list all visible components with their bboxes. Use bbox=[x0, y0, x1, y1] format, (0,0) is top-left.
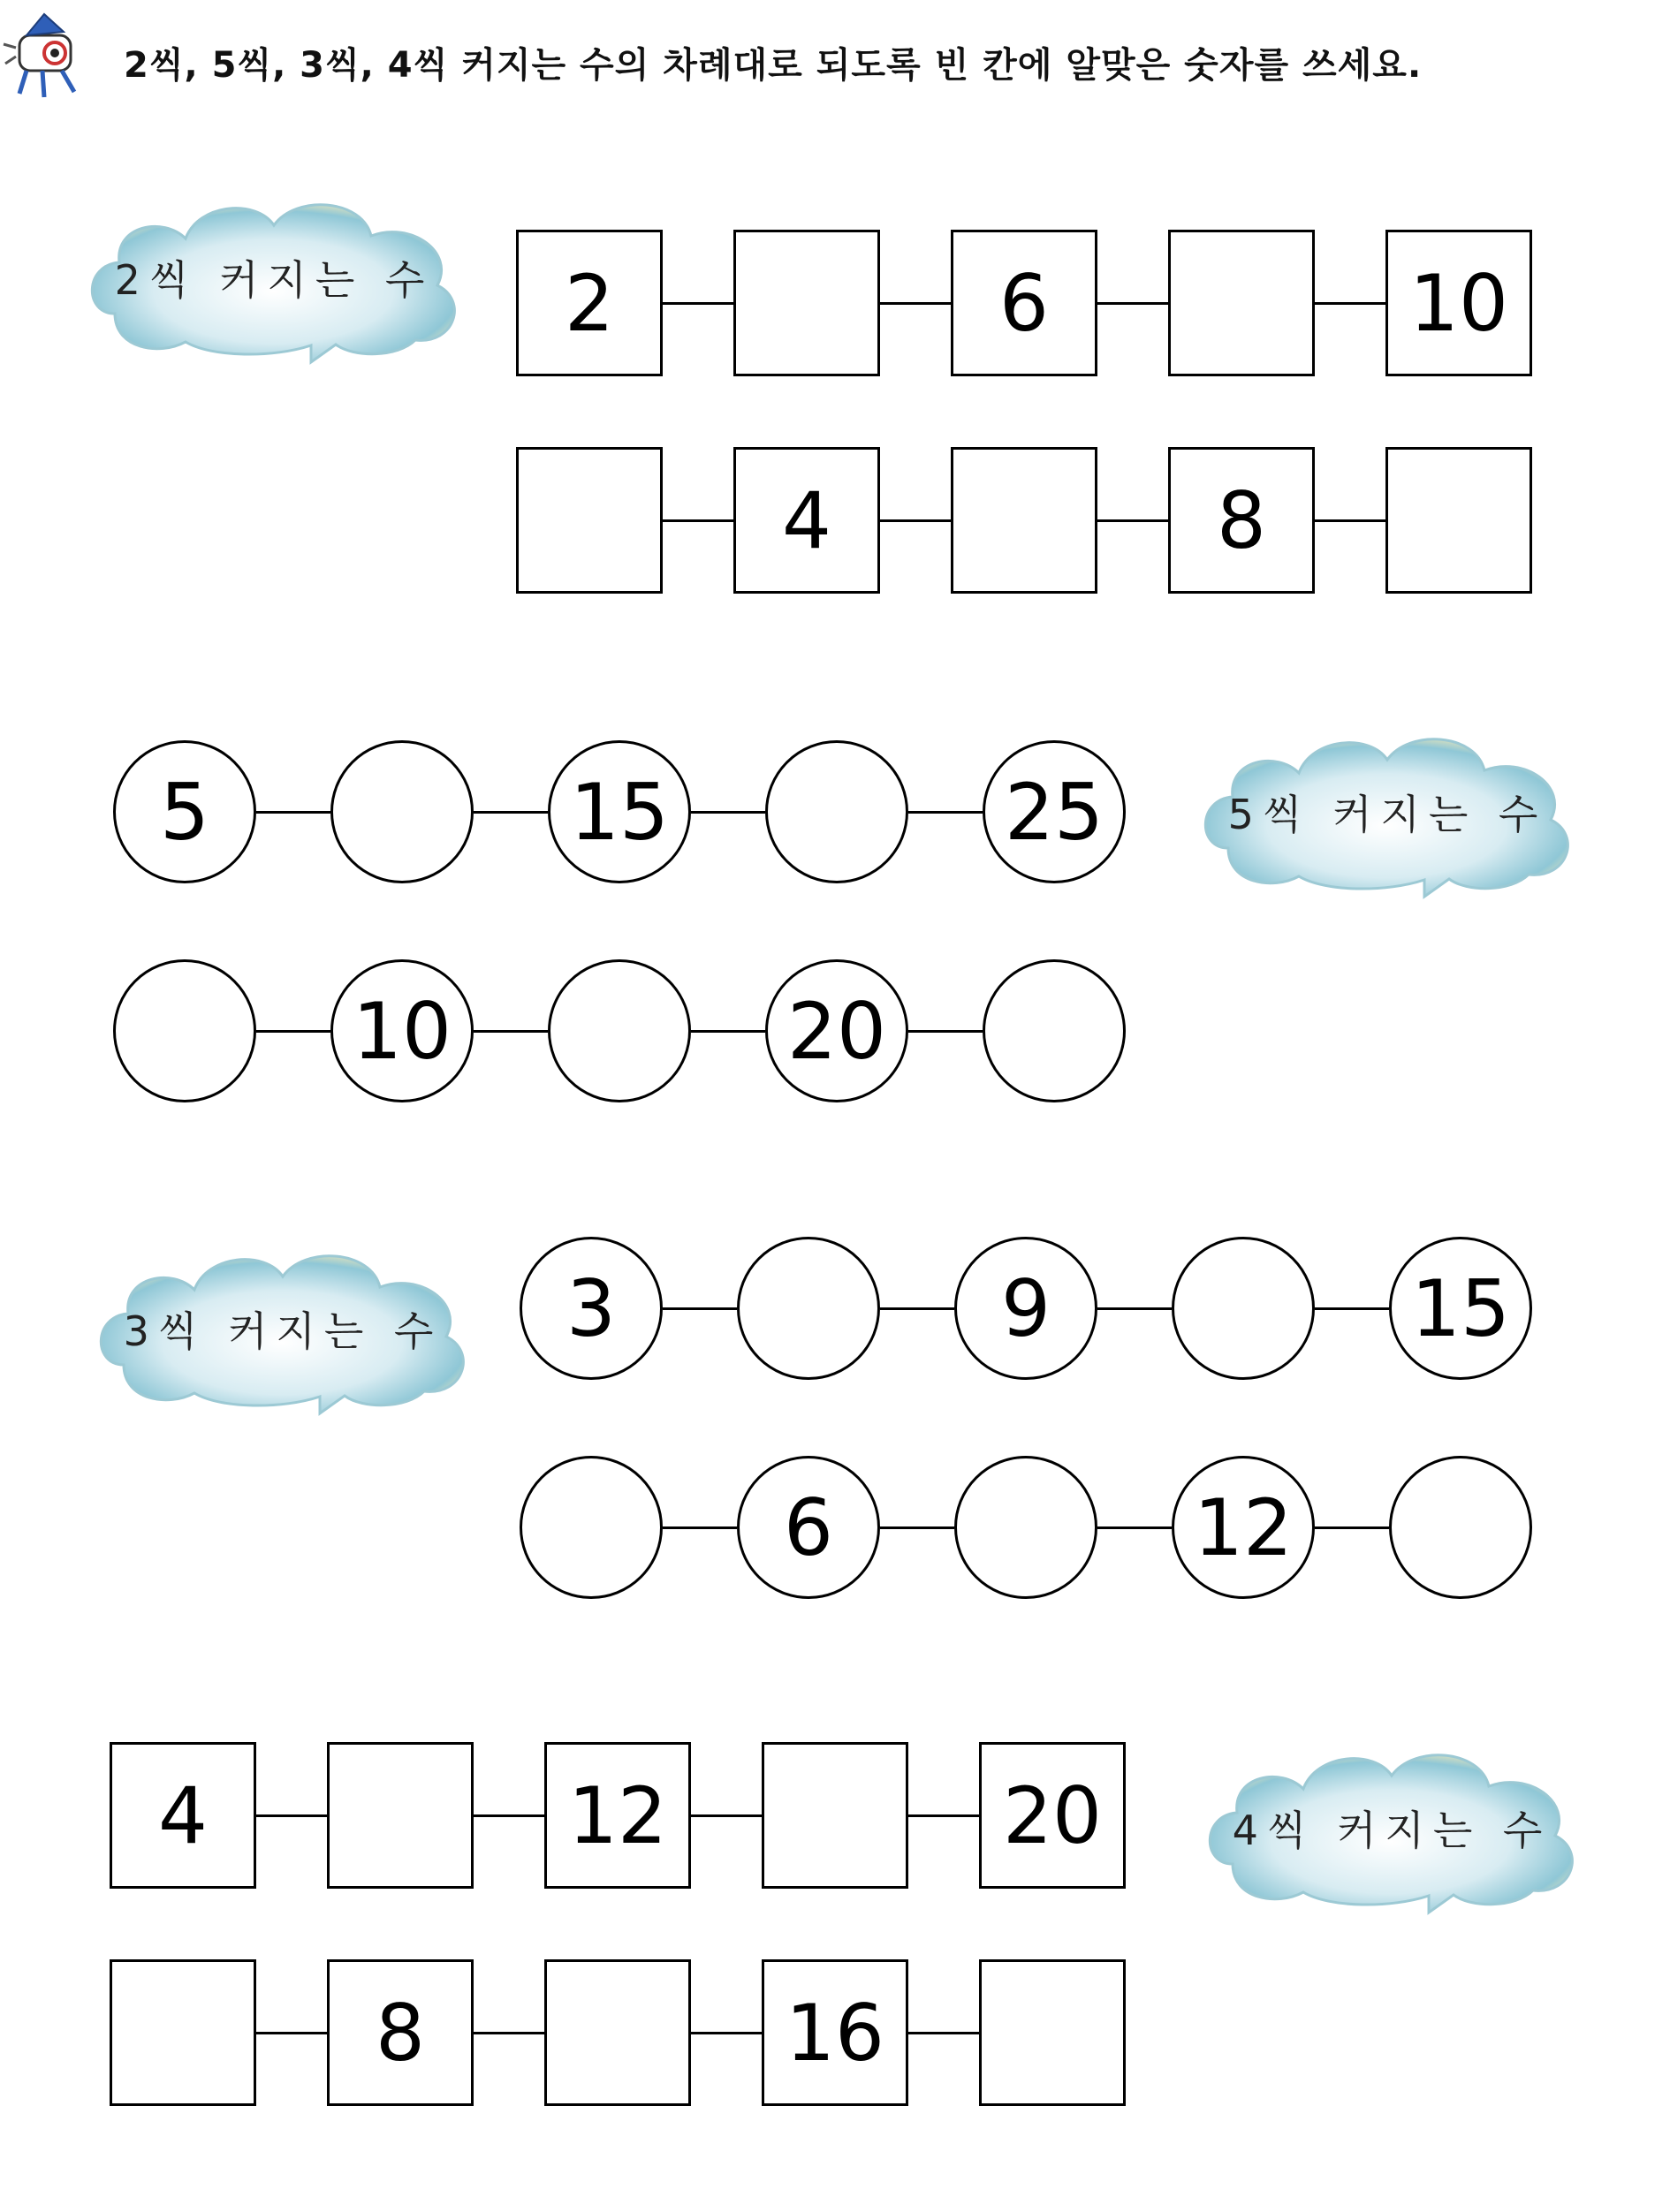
given-number: 2 bbox=[565, 257, 614, 349]
answer-blank-square[interactable] bbox=[733, 230, 880, 376]
answer-input[interactable] bbox=[966, 477, 1082, 564]
answer-blank-circle[interactable] bbox=[113, 959, 256, 1102]
answer-input[interactable] bbox=[1404, 1485, 1518, 1570]
answer-blank-circle[interactable] bbox=[1172, 1237, 1315, 1380]
number-circle bbox=[113, 740, 256, 883]
answer-input[interactable] bbox=[531, 477, 648, 564]
connector-line bbox=[474, 1814, 544, 1817]
connector-line bbox=[880, 1526, 954, 1529]
connector-line bbox=[908, 2032, 979, 2034]
section-cloud-label bbox=[88, 1232, 477, 1427]
given-number: 12 bbox=[568, 1769, 667, 1861]
answer-input[interactable] bbox=[345, 769, 459, 854]
number-square bbox=[762, 1959, 908, 2106]
connector-line bbox=[1097, 302, 1168, 305]
number-circle bbox=[1172, 1456, 1315, 1599]
connector-line bbox=[663, 1526, 737, 1529]
answer-blank-circle[interactable] bbox=[954, 1456, 1097, 1599]
answer-blank-square[interactable] bbox=[110, 1959, 256, 2106]
given-number: 12 bbox=[1194, 1481, 1293, 1573]
answer-blank-square[interactable] bbox=[951, 447, 1097, 594]
connector-line bbox=[663, 302, 733, 305]
answer-blank-square[interactable] bbox=[1385, 447, 1532, 594]
cloud-label-text: 4씩 커지는 수 bbox=[1232, 1807, 1552, 1854]
connector-line bbox=[880, 302, 951, 305]
answer-input[interactable] bbox=[994, 1989, 1111, 2076]
answer-input[interactable] bbox=[1183, 260, 1300, 346]
given-number: 6 bbox=[784, 1481, 833, 1573]
answer-blank-circle[interactable] bbox=[737, 1237, 880, 1380]
given-number: 9 bbox=[1001, 1262, 1051, 1354]
answer-blank-circle[interactable] bbox=[983, 959, 1126, 1102]
number-circle bbox=[520, 1237, 663, 1380]
answer-input[interactable] bbox=[1187, 1266, 1301, 1351]
answer-input[interactable] bbox=[1401, 477, 1517, 564]
answer-input[interactable] bbox=[563, 989, 677, 1073]
answer-blank-square[interactable] bbox=[544, 1959, 691, 2106]
section-cloud-label bbox=[1193, 716, 1582, 910]
number-square bbox=[544, 1742, 691, 1889]
given-number: 10 bbox=[353, 985, 452, 1077]
given-number: 10 bbox=[1409, 257, 1508, 349]
connector-line bbox=[908, 1030, 983, 1033]
given-number: 8 bbox=[1217, 474, 1266, 566]
number-square bbox=[1168, 447, 1315, 594]
answer-blank-circle[interactable] bbox=[1389, 1456, 1532, 1599]
connector-line bbox=[1315, 1526, 1389, 1529]
answer-input[interactable] bbox=[342, 1772, 459, 1859]
connector-line bbox=[256, 811, 330, 814]
given-number: 4 bbox=[782, 474, 831, 566]
answer-input[interactable] bbox=[780, 769, 894, 854]
given-number: 16 bbox=[786, 1987, 884, 2079]
given-number: 15 bbox=[1411, 1262, 1510, 1354]
number-circle bbox=[330, 959, 474, 1102]
section-cloud-label bbox=[1197, 1731, 1586, 1926]
given-number: 20 bbox=[787, 985, 886, 1077]
answer-input[interactable] bbox=[535, 1485, 649, 1570]
answer-input[interactable] bbox=[969, 1485, 1083, 1570]
given-number: 4 bbox=[158, 1769, 208, 1861]
connector-line bbox=[880, 1307, 954, 1310]
connector-line bbox=[908, 1814, 979, 1817]
answer-blank-square[interactable] bbox=[762, 1742, 908, 1889]
given-number: 6 bbox=[999, 257, 1049, 349]
instruction-text: 2씩, 5씩, 3씩, 4씩 커지는 수의 차례대로 되도록 빈 칸에 알맞은 숫자를 쓰세요. bbox=[124, 45, 1423, 86]
given-number: 8 bbox=[376, 1987, 425, 2079]
number-square bbox=[516, 230, 663, 376]
answer-blank-square[interactable] bbox=[979, 1959, 1126, 2106]
number-square bbox=[1385, 230, 1532, 376]
connector-line bbox=[880, 519, 951, 522]
answer-blank-circle[interactable] bbox=[330, 740, 474, 883]
connector-line bbox=[908, 811, 983, 814]
cloud-label-text: 3씩 커지는 수 bbox=[123, 1307, 443, 1355]
connector-line bbox=[256, 2032, 327, 2034]
section-cloud-label bbox=[80, 181, 468, 375]
connector-line bbox=[1315, 519, 1385, 522]
answer-blank-circle[interactable] bbox=[765, 740, 908, 883]
connector-line bbox=[1097, 1307, 1172, 1310]
answer-input[interactable] bbox=[748, 260, 865, 346]
connector-line bbox=[1315, 302, 1385, 305]
connector-line bbox=[1315, 1307, 1389, 1310]
connector-line bbox=[663, 1307, 737, 1310]
cloud-label-text: 2씩 커지는 수 bbox=[114, 256, 434, 304]
answer-input[interactable] bbox=[128, 989, 242, 1073]
answer-input[interactable] bbox=[998, 989, 1112, 1073]
answer-blank-square[interactable] bbox=[327, 1742, 474, 1889]
answer-input[interactable] bbox=[559, 1989, 676, 2076]
number-circle bbox=[548, 740, 691, 883]
connector-line bbox=[1097, 519, 1168, 522]
number-circle bbox=[983, 740, 1126, 883]
answer-blank-square[interactable] bbox=[1168, 230, 1315, 376]
connector-line bbox=[474, 811, 548, 814]
number-circle bbox=[1389, 1237, 1532, 1380]
connector-line bbox=[256, 1814, 327, 1817]
number-circle bbox=[765, 959, 908, 1102]
answer-input[interactable] bbox=[752, 1266, 866, 1351]
connector-line bbox=[663, 519, 733, 522]
number-circle bbox=[737, 1456, 880, 1599]
number-square bbox=[951, 230, 1097, 376]
number-square bbox=[733, 447, 880, 594]
given-number: 5 bbox=[160, 766, 209, 858]
given-number: 15 bbox=[570, 766, 669, 858]
connector-line bbox=[691, 1814, 762, 1817]
given-number: 3 bbox=[566, 1262, 616, 1354]
answer-blank-square[interactable] bbox=[516, 447, 663, 594]
answer-blank-circle[interactable] bbox=[520, 1456, 663, 1599]
number-square bbox=[979, 1742, 1126, 1889]
answer-blank-circle[interactable] bbox=[548, 959, 691, 1102]
number-circle bbox=[954, 1237, 1097, 1380]
given-number: 20 bbox=[1003, 1769, 1102, 1861]
connector-line bbox=[691, 2032, 762, 2034]
number-square bbox=[110, 1742, 256, 1889]
answer-input[interactable] bbox=[777, 1772, 893, 1859]
answer-input[interactable] bbox=[125, 1989, 241, 2076]
robot-mascot-icon bbox=[0, 9, 97, 106]
connector-line bbox=[474, 1030, 548, 1033]
connector-line bbox=[1097, 1526, 1172, 1529]
cloud-label-text: 5씩 커지는 수 bbox=[1227, 791, 1547, 838]
connector-line bbox=[691, 1030, 765, 1033]
given-number: 25 bbox=[1005, 766, 1104, 858]
number-square bbox=[327, 1959, 474, 2106]
connector-line bbox=[256, 1030, 330, 1033]
connector-line bbox=[691, 811, 765, 814]
connector-line bbox=[474, 2032, 544, 2034]
